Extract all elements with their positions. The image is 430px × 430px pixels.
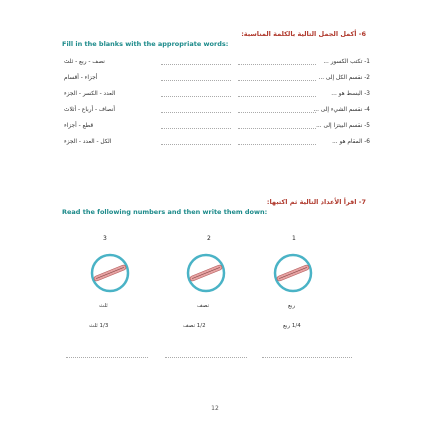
answer-blank[interactable] <box>161 128 231 129</box>
q7-title-arabic: 7- اقرأ الأعداد التالية ثم اكتبها: <box>266 198 366 206</box>
fraction-third: 1/3 ثلث <box>89 323 109 329</box>
answer-blank[interactable] <box>238 128 316 129</box>
q6-title-arabic: 6- أكمل الجمل التالية بالكلمة المناسبة: <box>241 30 366 38</box>
answer-blank[interactable] <box>161 112 231 113</box>
q6-item-6-options: الكل - العدد - الجزء <box>64 139 112 145</box>
answer-blank[interactable] <box>238 80 316 81</box>
page-number: 12 <box>211 405 219 412</box>
circle-fraction-icon <box>186 253 226 293</box>
figure-label-quarter: ربع <box>288 303 296 309</box>
answer-line[interactable] <box>262 357 352 358</box>
answer-blank[interactable] <box>161 144 231 145</box>
circle-fraction-icon <box>273 253 313 293</box>
q6-item-4-options: أنصاف - أرباع - أثلاث <box>64 107 115 113</box>
answer-blank[interactable] <box>161 64 231 65</box>
q6-item-5-sentence: 5- نقسم البيتزا إلى ... <box>316 123 370 129</box>
q6-item-6 <box>64 138 370 150</box>
q6-item-4 <box>64 106 370 118</box>
q6-item-3 <box>64 90 370 102</box>
q6-item-1 <box>64 58 370 70</box>
figure-number-2: 2 <box>207 235 211 242</box>
answer-blank[interactable] <box>161 80 231 81</box>
answer-blank[interactable] <box>238 144 316 145</box>
figure-number-3: 3 <box>103 235 107 242</box>
q6-title-english: Fill in the blanks with the appropriate words: <box>62 40 229 48</box>
q6-item-6-sentence: 6- المقام هو ... <box>332 139 370 145</box>
answer-line[interactable] <box>66 357 148 358</box>
answer-blank[interactable] <box>238 96 316 97</box>
q6-item-1-sentence: 1- تكتب الكسور ... <box>323 59 370 65</box>
figure-label-third: ثلث <box>99 303 108 309</box>
q6-item-4-sentence: 4- نقسم الشيء إلى ... <box>313 107 370 113</box>
answer-blank[interactable] <box>161 96 231 97</box>
circle-fraction-icon <box>90 253 130 293</box>
answer-blank[interactable] <box>238 112 316 113</box>
q6-item-2-options: أجزاء - أقسام <box>64 75 98 81</box>
q6-item-2 <box>64 74 370 86</box>
q6-item-3-sentence: 3- البسط هو ... <box>331 91 370 97</box>
answer-blank[interactable] <box>238 64 316 65</box>
fraction-quarter: 1/4 ربع <box>283 323 301 329</box>
fraction-half: 1/2 نصف <box>183 323 206 329</box>
q6-item-2-sentence: 2- نقسم الكل إلى ... <box>318 75 370 81</box>
q6-item-3-options: العدد - الكسر - الجزء <box>64 91 116 97</box>
answer-line[interactable] <box>165 357 247 358</box>
q7-title-english: Read the following numbers and then write them down: <box>62 208 268 216</box>
q6-item-5 <box>64 122 370 134</box>
figure-label-half: نصف <box>197 303 209 309</box>
q6-item-5-options: قطع - أجزاء <box>64 123 94 129</box>
figure-number-1: 1 <box>292 235 296 242</box>
q6-item-1-options: نصف - ربع - ثلث <box>64 59 105 65</box>
